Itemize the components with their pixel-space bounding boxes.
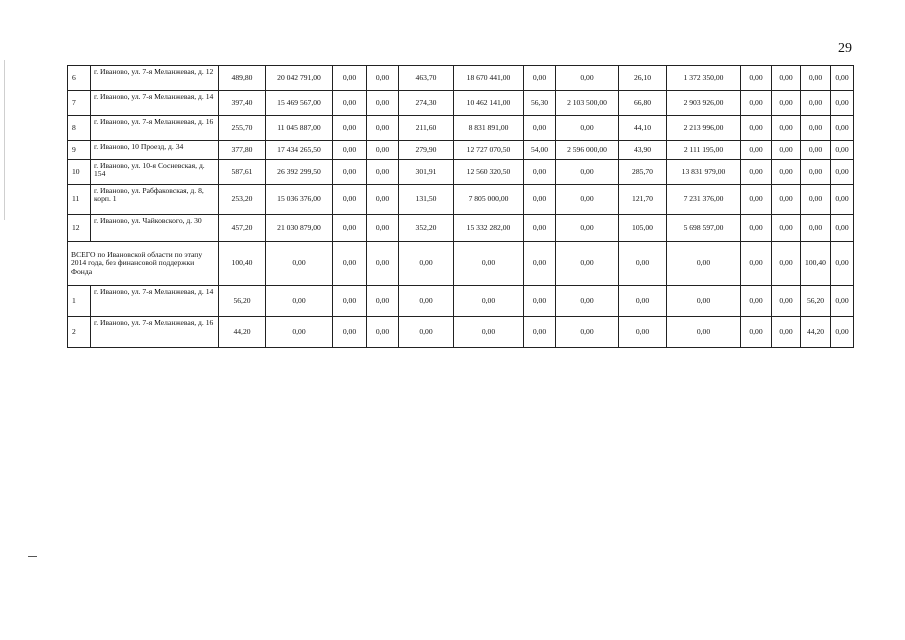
data-table	[67, 65, 854, 348]
cell: 0,00	[333, 317, 367, 348]
cell: 0,00	[367, 66, 399, 91]
row-number: 12	[68, 215, 91, 242]
table-row	[68, 141, 854, 160]
cell: 0,00	[831, 286, 854, 317]
cell: 587,61	[219, 160, 266, 185]
table-row	[68, 91, 854, 116]
row-number: 10	[68, 160, 91, 185]
cell: 0,00	[741, 116, 772, 141]
cell: 0,00	[399, 242, 454, 286]
cell: 17 434 265,50	[266, 141, 333, 160]
cell: 2 103 500,00	[556, 91, 619, 116]
cell: 274,30	[399, 91, 454, 116]
cell: 56,20	[801, 286, 831, 317]
cell: 0,00	[801, 160, 831, 185]
cell: 0,00	[772, 116, 801, 141]
cell: 0,00	[524, 242, 556, 286]
cell: 0,00	[524, 185, 556, 215]
row-number: 9	[68, 141, 91, 160]
cell: 0,00	[831, 317, 854, 348]
cell: 26,10	[619, 66, 667, 91]
row-address: г. Иваново, ул. 7-я Меланжевая, д. 16	[91, 116, 219, 141]
row-address: г. Иваново, ул. Чайковского, д. 30	[91, 215, 219, 242]
cell: 0,00	[333, 116, 367, 141]
cell: 0,00	[741, 286, 772, 317]
cell: 0,00	[367, 141, 399, 160]
row-number: 7	[68, 91, 91, 116]
cell: 0,00	[266, 317, 333, 348]
table-row	[68, 116, 854, 141]
cell: 0,00	[741, 317, 772, 348]
cell: 0,00	[524, 286, 556, 317]
cell: 0,00	[266, 286, 333, 317]
cell: 0,00	[801, 91, 831, 116]
cell: 0,00	[367, 91, 399, 116]
cell: 0,00	[556, 286, 619, 317]
cell: 15 332 282,00	[454, 215, 524, 242]
cell: 0,00	[454, 286, 524, 317]
cell: 100,40	[801, 242, 831, 286]
cell: 56,20	[219, 286, 266, 317]
cell: 0,00	[741, 160, 772, 185]
row-address: г. Иваново, ул. Рабфаковская, д. 8, корп. 1	[91, 185, 219, 215]
cell: 0,00	[333, 160, 367, 185]
cell: 0,00	[367, 317, 399, 348]
cell: 0,00	[667, 286, 741, 317]
cell: 2 596 000,00	[556, 141, 619, 160]
row-number: 6	[68, 66, 91, 91]
row-number: 8	[68, 116, 91, 141]
cell: 0,00	[741, 215, 772, 242]
cell: 0,00	[619, 242, 667, 286]
cell: 0,00	[741, 141, 772, 160]
cell: 0,00	[831, 242, 854, 286]
cell: 2 111 195,00	[667, 141, 741, 160]
cell: 0,00	[556, 185, 619, 215]
cell: 0,00	[333, 286, 367, 317]
cell: 0,00	[367, 116, 399, 141]
cell: 397,40	[219, 91, 266, 116]
cell: 0,00	[772, 66, 801, 91]
cell: 0,00	[556, 116, 619, 141]
cell: 0,00	[772, 286, 801, 317]
cell: 7 231 376,00	[667, 185, 741, 215]
cell: 5 698 597,00	[667, 215, 741, 242]
cell: 0,00	[831, 91, 854, 116]
cell: 54,00	[524, 141, 556, 160]
cell: 66,80	[619, 91, 667, 116]
cell: 8 831 891,00	[454, 116, 524, 141]
cell: 0,00	[367, 242, 399, 286]
cell: 0,00	[367, 286, 399, 317]
cell: 0,00	[801, 66, 831, 91]
cell: 0,00	[831, 185, 854, 215]
row-address: г. Иваново, ул. 7-я Меланжевая, д. 12	[91, 66, 219, 91]
cell: 0,00	[831, 66, 854, 91]
cell: 0,00	[741, 91, 772, 116]
row-address: г. Иваново, ул. 7-я Меланжевая, д. 14	[91, 91, 219, 116]
row-address: г. Иваново, ул. 7-я Меланжевая, д. 16	[91, 317, 219, 348]
table-row	[68, 317, 854, 348]
cell: 1 372 350,00	[667, 66, 741, 91]
cell: 0,00	[801, 141, 831, 160]
cell: 44,10	[619, 116, 667, 141]
cell: 0,00	[556, 215, 619, 242]
cell: 0,00	[831, 141, 854, 160]
cell: 0,00	[333, 66, 367, 91]
cell: 0,00	[524, 215, 556, 242]
table-row	[68, 160, 854, 185]
cell: 43,90	[619, 141, 667, 160]
cell: 0,00	[556, 242, 619, 286]
scan-dash-mark	[28, 556, 37, 557]
cell: 2 213 996,00	[667, 116, 741, 141]
cell: 15 469 567,00	[266, 91, 333, 116]
cell: 0,00	[831, 215, 854, 242]
cell: 0,00	[741, 242, 772, 286]
page-number: 29	[838, 41, 852, 56]
cell: 18 670 441,00	[454, 66, 524, 91]
cell: 44,20	[801, 317, 831, 348]
cell: 100,40	[219, 242, 266, 286]
cell: 279,90	[399, 141, 454, 160]
row-number: 2	[68, 317, 91, 348]
cell: 0,00	[741, 66, 772, 91]
cell: 0,00	[556, 66, 619, 91]
cell: 0,00	[333, 141, 367, 160]
cell: 0,00	[454, 317, 524, 348]
total-label: ВСЕГО по Ивановской области по этапу 2014 года, без финансовой поддержки Фонда	[68, 242, 219, 286]
table-row	[68, 185, 854, 215]
cell: 0,00	[772, 242, 801, 286]
cell: 0,00	[801, 185, 831, 215]
cell: 13 831 979,00	[667, 160, 741, 185]
cell: 0,00	[399, 317, 454, 348]
cell: 457,20	[219, 215, 266, 242]
cell: 0,00	[556, 317, 619, 348]
cell: 0,00	[772, 185, 801, 215]
cell: 21 030 879,00	[266, 215, 333, 242]
cell: 20 042 791,00	[266, 66, 333, 91]
cell: 0,00	[367, 185, 399, 215]
cell: 0,00	[667, 242, 741, 286]
row-address: г. Иваново, ул. 10-я Сосневская, д. 154	[91, 160, 219, 185]
cell: 0,00	[556, 160, 619, 185]
total-row	[68, 242, 854, 286]
cell: 131,50	[399, 185, 454, 215]
cell: 0,00	[524, 66, 556, 91]
cell: 7 805 000,00	[454, 185, 524, 215]
cell: 463,70	[399, 66, 454, 91]
cell: 352,20	[399, 215, 454, 242]
cell: 121,70	[619, 185, 667, 215]
cell: 105,00	[619, 215, 667, 242]
cell: 489,80	[219, 66, 266, 91]
row-address: г. Иваново, ул. 7-я Меланжевая, д. 14	[91, 286, 219, 317]
cell: 0,00	[619, 286, 667, 317]
cell: 0,00	[454, 242, 524, 286]
cell: 10 462 141,00	[454, 91, 524, 116]
cell: 26 392 299,50	[266, 160, 333, 185]
cell: 377,80	[219, 141, 266, 160]
cell: 0,00	[772, 91, 801, 116]
cell: 0,00	[333, 185, 367, 215]
cell: 255,70	[219, 116, 266, 141]
table-row	[68, 215, 854, 242]
cell: 15 036 376,00	[266, 185, 333, 215]
scan-edge-mark	[4, 60, 5, 220]
cell: 0,00	[399, 286, 454, 317]
row-number: 11	[68, 185, 91, 215]
cell: 0,00	[524, 317, 556, 348]
cell: 0,00	[772, 215, 801, 242]
cell: 0,00	[333, 91, 367, 116]
cell: 0,00	[772, 317, 801, 348]
cell: 0,00	[772, 141, 801, 160]
cell: 0,00	[367, 160, 399, 185]
cell: 253,20	[219, 185, 266, 215]
cell: 285,70	[619, 160, 667, 185]
cell: 0,00	[524, 116, 556, 141]
cell: 0,00	[667, 317, 741, 348]
cell: 0,00	[367, 215, 399, 242]
table-row	[68, 286, 854, 317]
cell: 301,91	[399, 160, 454, 185]
cell: 0,00	[831, 116, 854, 141]
cell: 2 903 926,00	[667, 91, 741, 116]
cell: 0,00	[619, 317, 667, 348]
cell: 0,00	[524, 160, 556, 185]
cell: 0,00	[333, 215, 367, 242]
cell: 44,20	[219, 317, 266, 348]
row-number: 1	[68, 286, 91, 317]
cell: 0,00	[772, 160, 801, 185]
cell: 12 727 070,50	[454, 141, 524, 160]
row-address: г. Иваново, 10 Проезд, д. 34	[91, 141, 219, 160]
cell: 0,00	[741, 185, 772, 215]
cell: 0,00	[801, 116, 831, 141]
cell: 0,00	[333, 242, 367, 286]
cell: 0,00	[831, 160, 854, 185]
cell: 56,30	[524, 91, 556, 116]
cell: 12 560 320,50	[454, 160, 524, 185]
table-row	[68, 66, 854, 91]
cell: 0,00	[266, 242, 333, 286]
cell: 211,60	[399, 116, 454, 141]
cell: 0,00	[801, 215, 831, 242]
cell: 11 045 887,00	[266, 116, 333, 141]
